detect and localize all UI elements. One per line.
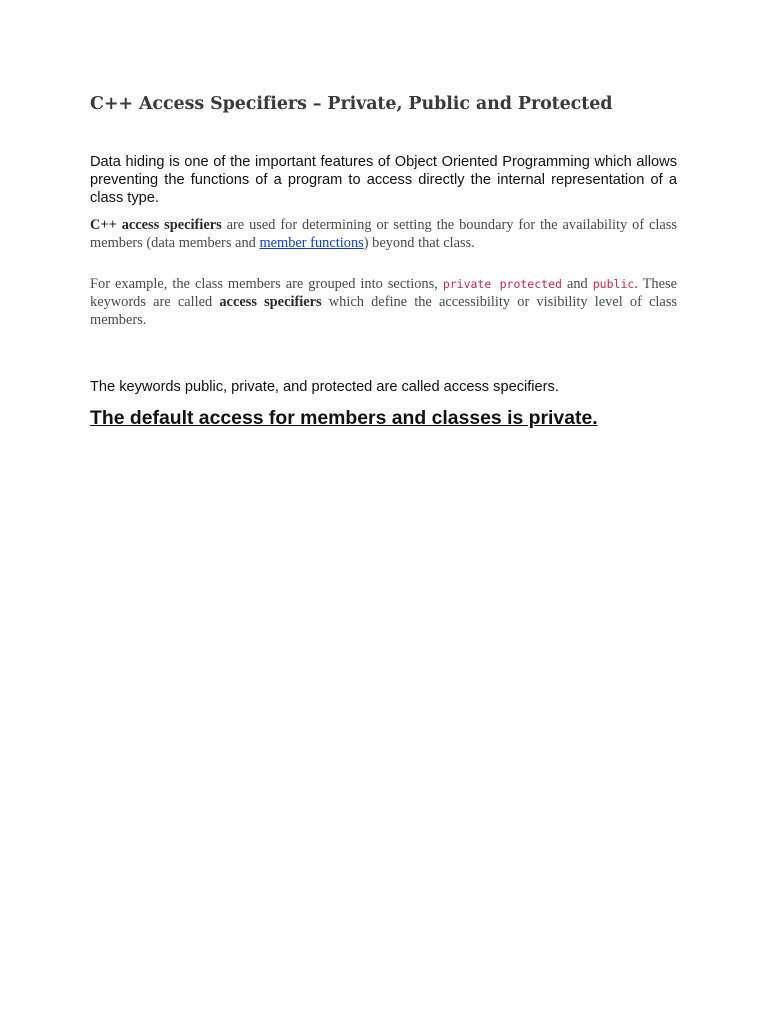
access-specifiers-paragraph [90,216,677,252]
paragraph-text: . These keywords are called [90,276,678,310]
member-functions-link[interactable]: member functions [259,235,364,251]
paragraph-text: ) beyond that class. [363,235,475,251]
paragraph-text: and [561,276,593,292]
example-paragraph [90,275,677,329]
code-public: public [592,277,635,291]
page-title: C++ Access Specifiers – Private, Public and Protected [90,94,613,114]
access-specifiers-term: access specifiers [219,294,322,310]
paragraph-text: are used for determining or setting the boundary for the availability of class members (data members and [90,217,677,251]
paragraph-text: which define the accessibility or visibility level of class members. [90,294,677,328]
code-private-protected: private protected [442,277,562,291]
default-access-heading: The default access for members and classes is private. [90,407,598,429]
intro-paragraph: Data hiding is one of the important features of Object Oriented Programming which allows preventing the functions of a program to access directly the internal representation of a class type. [90,154,677,206]
paragraph-text: For example, the class members are grouped into sections, [90,276,443,292]
access-specifiers-bold-lead: C++ access specifiers [90,217,222,233]
keywords-statement: The keywords public, private, and protected are called access specifiers. [90,379,559,395]
